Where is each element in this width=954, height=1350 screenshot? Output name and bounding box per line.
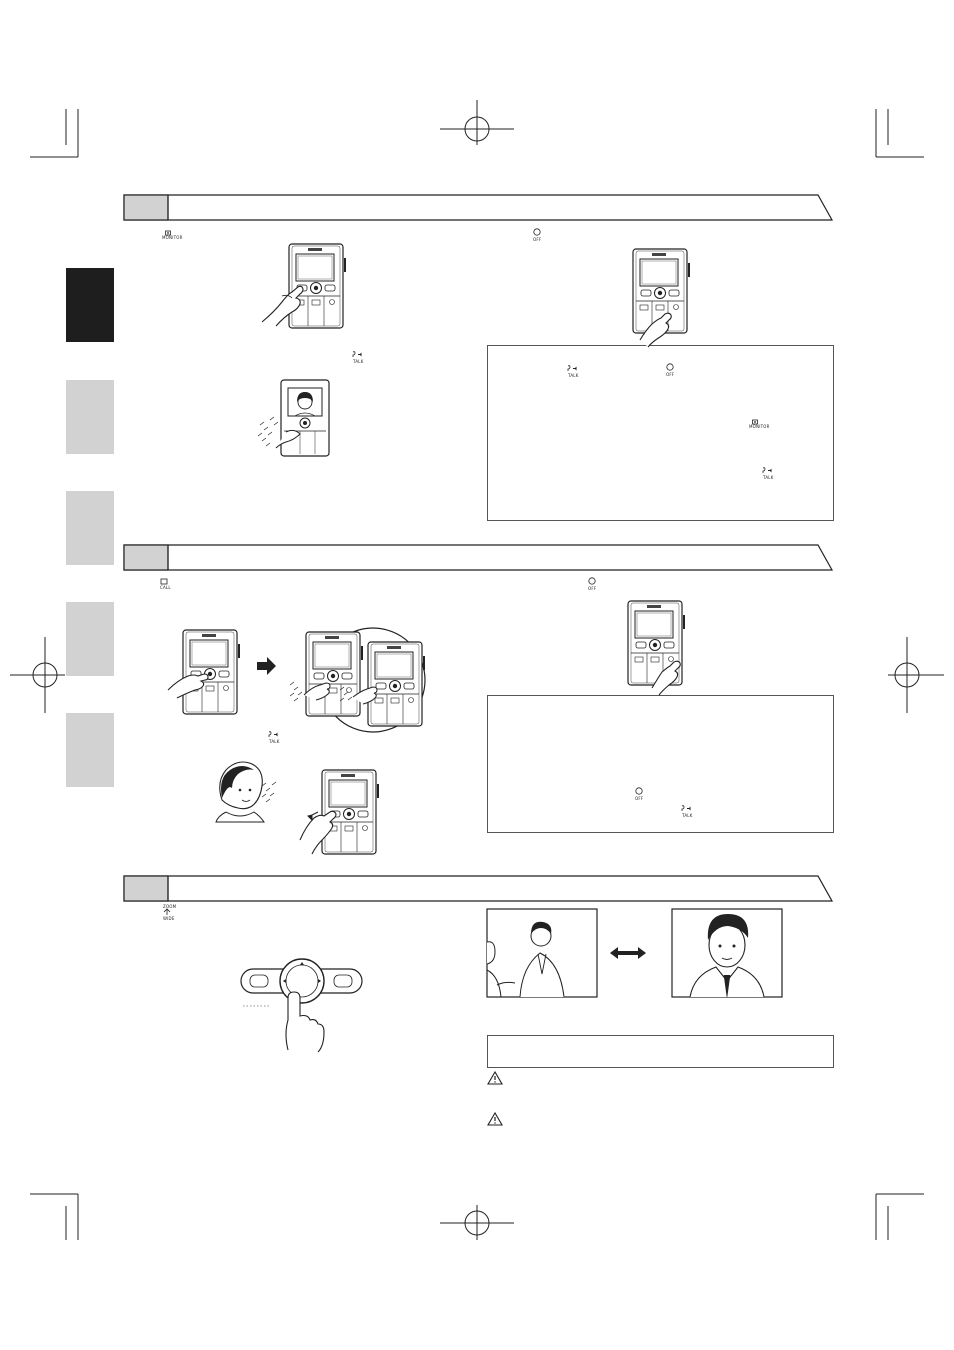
zoom-icon-label: ZOOM bbox=[163, 904, 177, 909]
caution-icon bbox=[488, 1113, 502, 1125]
talk-icon-label: TALK bbox=[353, 359, 364, 364]
monitor-icon-label: MONITOR bbox=[162, 235, 183, 240]
monitor-icon-label: MONITOR bbox=[749, 424, 770, 429]
arrow-right-icon bbox=[257, 657, 276, 675]
double-arrow-icon bbox=[610, 947, 646, 959]
speech-lines bbox=[258, 417, 278, 446]
wide-icon-label: WIDE bbox=[163, 916, 175, 921]
woman-illustration bbox=[216, 762, 264, 822]
talk-icon-label: TALK bbox=[763, 475, 774, 480]
zoom-view-image bbox=[672, 909, 782, 997]
off-icon-label: OFF bbox=[666, 372, 675, 377]
off-icon-label: OFF bbox=[635, 796, 644, 801]
off-icon-label: OFF bbox=[588, 586, 597, 591]
talk-icon-label: TALK bbox=[269, 739, 280, 744]
zoom-control-illustration bbox=[241, 959, 362, 1052]
talk-icon-label: TALK bbox=[568, 373, 579, 378]
talk-icon-label: TALK bbox=[682, 813, 693, 818]
off-icon-label: OFF bbox=[533, 237, 542, 242]
caution-icon bbox=[488, 1072, 502, 1084]
call-icon-label: CALL bbox=[160, 585, 171, 590]
wide-view-image bbox=[487, 909, 597, 997]
